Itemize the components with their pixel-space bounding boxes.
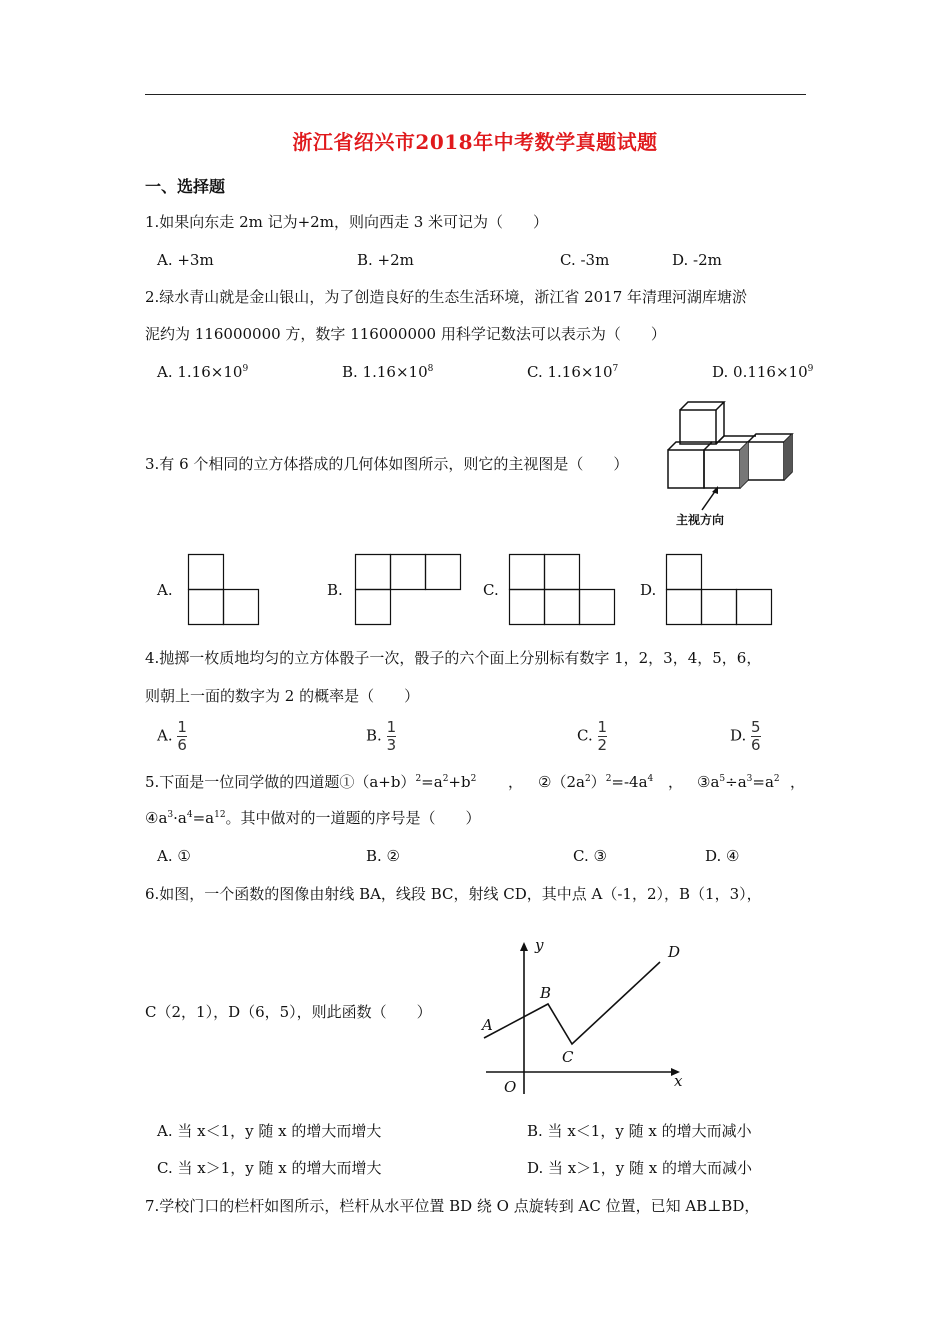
q2-option-b: B. $1.16\times 10^8$ <box>342 363 434 381</box>
q3-option-c-label: C. <box>483 581 499 599</box>
q5-option-b: B. ② <box>366 847 401 865</box>
function-line <box>484 962 660 1044</box>
q6-x-label: x <box>674 1072 683 1090</box>
q5-line1-part2: $②(2a^2)^2=-4a^4$ <box>538 773 654 791</box>
q6-option-b: B. 当 x＜1，y 随 x 的增大而减小 <box>527 1122 752 1140</box>
q1-option-c: C. -3m <box>560 251 610 269</box>
q6-option-a: A. 当 x＜1，y 随 x 的增大而增大 <box>157 1122 382 1140</box>
q6-point-b-label: B <box>540 984 552 1002</box>
q7-stem-line1: 7.学校门口的栏杆如图所示，栏杆从水平位置 BD 绕 O 点旋转到 AC 位置，已知 AB⊥BD， <box>145 1197 760 1215</box>
q2-stem-line1: 2.绿水青山就是金山银山，为了创造良好的生态生活环境，浙江省 2017 年清理河湖库塘淤 <box>145 288 748 306</box>
q3-stem: 3.有 6 个相同的立方体搭成的几何体如图所示，则它的主视图是（ ） <box>145 455 629 473</box>
q5-line1-part3: $③a^5\div a^3=a^2$ <box>697 773 780 791</box>
q3-option-d-label: D. <box>640 581 657 599</box>
q6-option-d: D. 当 x＞1，y 随 x 的增大而减小 <box>527 1159 753 1177</box>
q5-line1-part1: 5.下面是一位同学做的四道题$①(a+b)^2=a^2+b^2$ <box>145 773 477 791</box>
q6-origin-label: O <box>504 1078 517 1096</box>
q4-stem-line1: 4.抛掷一枚质地均匀的立方体骰子一次，骰子的六个面上分别标有数字 1，2，3，4，5，6， <box>145 649 762 667</box>
q1-option-d: D. -2m <box>672 251 722 269</box>
q6-option-c: C. 当 x＞1，y 随 x 的增大而增大 <box>157 1159 382 1177</box>
q6-point-a-label: A <box>482 1016 493 1034</box>
q2-stem-line2: 泥约为 116000000 方，数字 116000000 用科学记数法可以表示为（ ） <box>145 325 666 343</box>
q3-option-b-figure <box>355 554 463 626</box>
q6-stem-line1: 6.如图，一个函数的图像由射线 BA，线段 BC，射线 CD，其中点 A（-1，2），B（1，3）， <box>145 885 762 903</box>
q2-option-d: D. $0.116\times 10^9$ <box>712 363 814 381</box>
q5-line2: $④a^3\cdot a^4=a^{12}$。其中做对的一道题的序号是（ ） <box>145 809 481 827</box>
q5-comma-1: ， <box>508 773 524 791</box>
q5-option-d: D. ④ <box>705 847 740 865</box>
q5-option-a: A. ① <box>157 847 191 865</box>
q3-figure-label: 主视方向 <box>676 513 725 527</box>
q5-comma-2: ， <box>668 773 684 791</box>
q2-option-a: A. $1.16\times 10^9$ <box>157 363 249 381</box>
q4-option-b: B. $\frac{1}{3}$ <box>366 718 397 754</box>
q3-option-a-figure <box>188 554 262 626</box>
header-rule <box>145 94 806 95</box>
q1-option-a: A. +3m <box>157 251 214 269</box>
q4-option-c: C. $\frac{1}{2}$ <box>577 718 608 754</box>
fraction: $\frac{1}{3}$ <box>386 718 397 754</box>
q6-point-d-label: D <box>668 943 681 961</box>
q6-stem-line2: C（2，1），D（6，5），则此函数（ ） <box>145 1003 432 1021</box>
page-title: 浙江省绍兴市2018年中考数学真题试题 <box>292 130 658 154</box>
fraction: $\frac{1}{2}$ <box>597 718 608 754</box>
q1-option-b: B. +2m <box>357 251 414 269</box>
q3-option-a-label: A. <box>157 581 173 599</box>
q3-option-c-figure <box>509 554 617 626</box>
q6-point-c-label: C <box>562 1048 574 1066</box>
q1-stem: 1.如果向东走 2m 记为+2m，则向西走 3 米可记为（ ） <box>145 213 549 231</box>
q4-option-d: D. $\frac{5}{6}$ <box>730 718 761 754</box>
fraction: $\frac{1}{6}$ <box>177 718 187 754</box>
y-arrow-icon <box>520 942 528 951</box>
q2-option-c: C. $1.16\times 10^7$ <box>527 363 619 381</box>
q4-stem-line2: 则朝上一面的数字为 2 的概率是（ ） <box>145 687 420 705</box>
q6-y-label: y <box>535 936 544 954</box>
q6-graph <box>480 938 690 1098</box>
q3-option-b-label: B. <box>327 581 343 599</box>
section-heading: 一、选择题 <box>145 177 226 196</box>
q4-option-a: A. $\frac{1}{6}$ <box>157 718 187 754</box>
fraction: $\frac{5}{6}$ <box>751 718 761 754</box>
q5-comma-3: ， <box>790 773 806 791</box>
q3-option-d-figure <box>666 554 774 626</box>
q5-option-c: C. ③ <box>573 847 607 865</box>
